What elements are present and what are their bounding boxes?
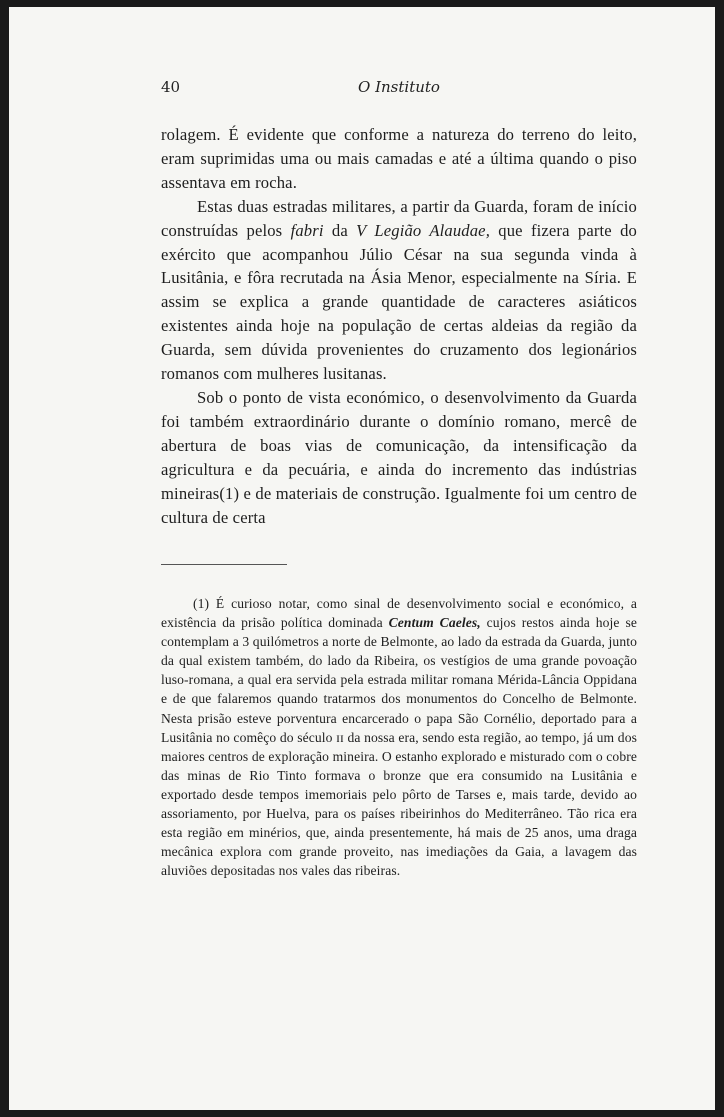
footnote	[161, 594, 637, 880]
paragraph-2	[161, 195, 637, 386]
footnote-italic-term: Centum Caeles,	[388, 615, 481, 631]
main-text	[161, 123, 637, 529]
paragraph-2-text-a: Estas duas estradas militares, a partir da Guarda, foram de início construídas pelos	[161, 196, 637, 240]
running-title: O Instituto	[358, 78, 440, 96]
page-number: 40	[161, 78, 181, 96]
paragraph-1: rolagem. É evidente que conforme a natureza do terreno do leito, eram suprimidas uma ou mais camadas e até a última quando o piso assentava em rocha.	[161, 125, 637, 192]
footnote-divider	[161, 564, 287, 565]
footnote-reference[interactable]: (1)	[219, 483, 240, 503]
paragraph-2-text-c: que fizera parte do exército que acompanhou Júlio César na sua segunda vinda à Lusitânia, e fôra recrutada na Ásia Menor, especialmente na Síria. E assim se explica a grande quantidade de caracteres asiáticos existentes ainda hoje na população de certas aldeias da região da Guarda, sem dúvida provenientes do cruzamento dos legionários romanos com mulheres lusitanas.	[161, 220, 637, 384]
paragraph-3-text-b: e de materiais de construção. Igualmente foi um centro de cultura de certa	[161, 483, 637, 527]
paragraph-3	[161, 386, 637, 529]
book-page	[9, 7, 715, 1110]
paragraph-2-text-b: da	[323, 220, 357, 240]
footnote-paragraph	[161, 594, 637, 880]
footnote-text-b: cujos restos ainda hoje se contemplam a 3 quilómetros a norte de Belmonte, ao lado da estrada da Guarda, junto da qual existem também, do lado da Ribeira, os vestígios de uma grande povoação luso-romana, a qual era servida pela estrada militar romana Mérida-Lância Oppidana e de que falaremos quando tratarmos dos monumentos do Concelho de Belmonte. Nesta prisão esteve porventura encarcerado o papa São Cornélio, deportado para a Lusitânia no comêço do século ɪɪ da nossa era, sendo esta região, ao tempo, já um dos maiores centros de exploração mineira. O estanho explorado e misturado com o cobre das minas de Rio Tinto formava o bronze que era consumido na Lusitânia e exportado desde tempos imemoriais pelo pôrto de Tarses e, mais tarde, devido ao assoriamento, por Huelva, para os países ribeirinhos do Mediterrâneo. Tão rica era esta região em minérios, que, ainda presentemente, há mais de 25 anos, uma draga mecânica explora com grande proveito, nas imediações da Gaia, a lavagem das aluviões depositadas nos vales das ribeiras.	[161, 615, 637, 879]
term-fabri: fabri	[290, 220, 324, 240]
legion-name: V Legião Alaudae,	[356, 220, 490, 240]
footnote-text-a: É curioso notar, como sinal de desenvolvimento social e económico, a existência da prisão política dominada	[161, 596, 637, 631]
page-header	[161, 78, 637, 102]
footnote-marker: (1)	[193, 596, 210, 611]
paragraph-3-text-a: Sob o ponto de vista económico, o desenvolvimento da Guarda foi também extraordinário durante o domínio romano, mercê de abertura de boas vias de comunicação, da intensificação da agricultura e da pecuária, e ainda do incremento das indústrias mineiras	[161, 387, 637, 503]
